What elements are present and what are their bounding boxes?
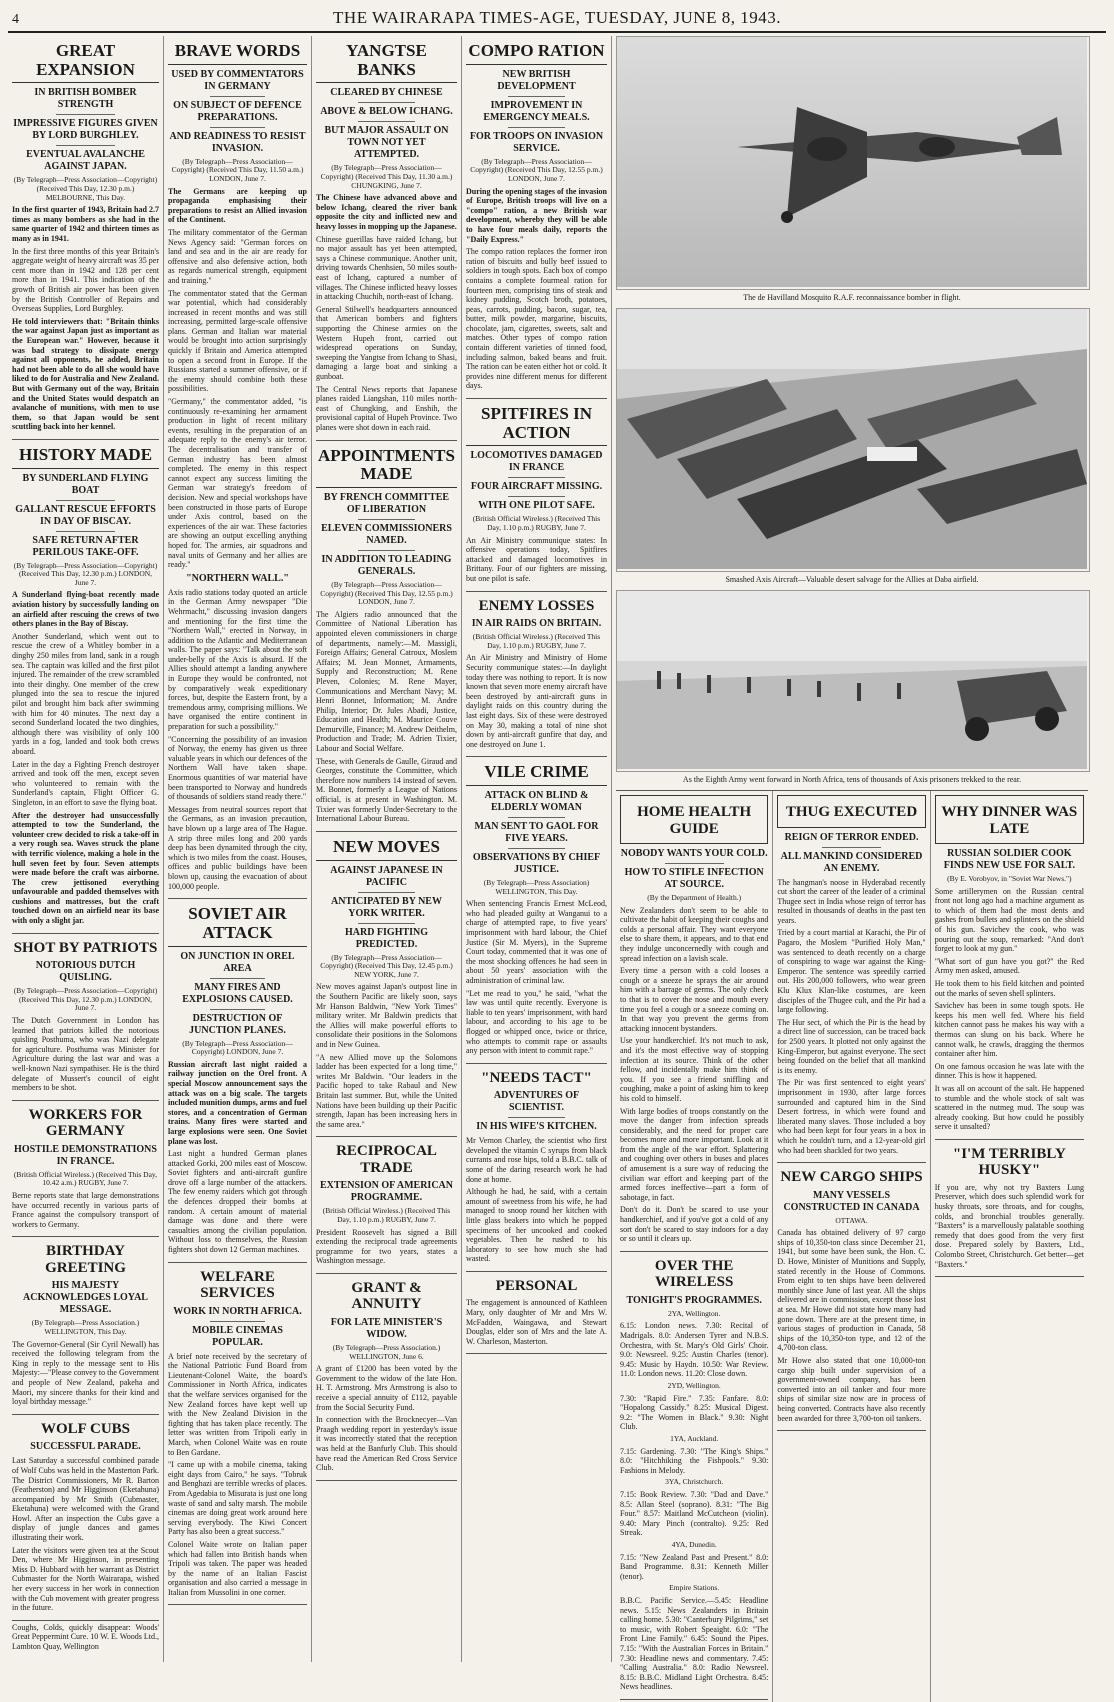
- article-paragraph: A Sunderland flying-boat recently made aviation history by successfully landing on an airfield after rescuing the crews of two others planes in the Bay of Biscay.: [12, 590, 159, 629]
- article-brave-words: [168, 42, 307, 899]
- article-paragraph: Some artillerymen on the Russian central front not long ago had a machine argument as to which of them had the most dents and gashes from bullets and splinters on the shield of his gun. Savichev the cook, who was pouring out the soup, remarked: "And don't forget to look at my gun.": [934, 886, 1085, 954]
- article-paragraph: An Air Ministry and Ministry of Home Security communique states:—In daylight today there was nothing to report. It is now known that seven more enemy aircraft have been destroyed by anti-aircraft guns in daylight raids on this country during the last eight days. Six of these were destroyed on May 30, making a total of nine shot down by anti-aircraft gunfire that day, and one destroyed on June 1.: [466, 653, 607, 749]
- subheadline: ALL MANKIND CONSIDERED AN ENEMY.: [780, 850, 923, 874]
- article-paragraph: The Germans are keeping up propaganda emphasising their preparations to resist an Allied invasion of the Continent.: [168, 186, 307, 225]
- article-paragraph: Another Sunderland, which went out to rescue the crew of a Whitley bomber in a dinghy 250 miles from land, sank in a rough sea. The captain was killed and the first pilot injured. The remainder of the crew scrambled into their dinghy. One member of the crew plunged into the sea to rescue the injured pilot and brought him back after swimming with him for 40 minutes. The next day a second Sunderland located the two dinghies, although there was visibility of only 100 yards in a fog, landed and took both crews aboard.: [12, 631, 159, 756]
- article-paragraph: During the opening stages of the invasion of Europe, British troops will live on a "compo" ration, a new British war development, whereby they will be able to have four meals daily, reports the "Daily Express.": [466, 186, 607, 244]
- sub-column-1: [616, 791, 773, 1702]
- programme-listing: B.B.C. Pacific Service.—5.45: Headline news. 5.15: News Zealanders in Britain calling home. 5.30: "Canterbury Pilgrims," set to music, with Robert Speaight. 6.0: "The Front Line Family." 6.45: Sound the Pipes. 7.15: "With the Australian Forces in Britain." 7.30: Headline news and commentary. 7.45: "Calling Australia." 8.0: Radio Newsreel. 8.15: B.B.C. Midland Light Orchestra. 8.45: News headlines.: [620, 1596, 769, 1692]
- advertisement-baxters: [935, 1146, 1084, 1277]
- article-thug-executed: [777, 795, 925, 1163]
- dateline: (By Telegraph—Press Association.) WELLINGTON, June 6.: [332, 1342, 441, 1361]
- subheadline: NOBODY WANTS YOUR COLD.: [620, 848, 768, 859]
- headline: SOVIET AIR ATTACK: [168, 905, 307, 946]
- headline: GRANT & ANNUITY: [351, 1279, 422, 1313]
- article-personal: [466, 1278, 607, 1354]
- headline: WHY DINNER WAS LATE: [941, 804, 1078, 837]
- article-history-made: [12, 446, 159, 934]
- dateline: (By Telegraph—Press Association—Copyright) (Received This Day, 12.55 p.m.) LONDON, June 7.: [320, 579, 453, 607]
- headline: OVER THE WIRELESS: [654, 1257, 734, 1291]
- article-new-moves: [316, 838, 457, 1137]
- subheadline: HIS MAJESTY ACKNOWLEDGES LOYAL MESSAGE.: [23, 1280, 148, 1316]
- article-paragraph: "What sort of gun have you got?" the Red Army men asked, amused.: [934, 956, 1085, 976]
- dateline: (British Official Wireless.) (Received This Day, 1.10 p.m.) RUGBY, June 7.: [322, 1206, 451, 1224]
- article-paragraph: He took them to his field kitchen and pointed out the marks of seven shell splinters.: [934, 978, 1085, 998]
- photo-axis-aircraft: [616, 308, 1090, 572]
- article-paragraph: In connection with the Brocknecyer—Van Praagh wedding report in yesterday's issue it was incorrectly stated that the reception was held at the Banfurly Club. This should have read the American Red Cross Service Club.: [316, 1415, 457, 1473]
- station-name: 1YA, Auckland.: [670, 1434, 719, 1443]
- article-paragraph: The engagement is announced of Kathleen Mary, only daughter of Mr and Mrs W. McFadden, Waingawa, and Stewart Douglas, elder son of Mrs and the late A. W. Charleson, Masterton.: [466, 1298, 607, 1346]
- article-paragraph: The Hur sect, of which the Pir is the head by a direct line of succession, can be traced back for 2500 years. It plotted not only against the King-Emperor, but against everyone. The sect being founded on the belief that all mankind is its enemy.: [777, 1017, 926, 1075]
- sub-column-2: [773, 791, 930, 1702]
- article-paragraph: Later the visitors were given tea at the Scout Den, where Mr Higginson, in presenting Miss D. Hubbard with her warrant as District Cubmaster for the North Wairarapa, wished her every success in her work in connection with the Cub movement with greater progress in the future.: [12, 1545, 159, 1613]
- article-paragraph: "A new Allied move up the Solomons ladder has been expected for a long time," writes Mr Baldwin. "Our leaders in the Pacific hoped to take Rabaul and New Britain last summer. But, while the United Nations have been building up their Pacific strength, Japan has been increasing hers in the same area.": [316, 1052, 457, 1129]
- headline: "NEEDS TACT": [481, 1069, 592, 1086]
- headline: ENEMY LOSSES: [478, 597, 595, 614]
- prisoners-image: [617, 591, 1087, 769]
- article-paragraph: The Central News reports that Japanese planes raided Liangshan, 110 miles north-east of Chungking, and Enshih, the provisional capital of Hupeh Province. Two planes were shot down in each raid.: [316, 384, 457, 432]
- mosquito-bomber-image: [617, 37, 1087, 287]
- column-5: [612, 36, 1092, 1692]
- column-3: [312, 36, 462, 1662]
- subheadline: NOTORIOUS DUTCH QUISLING.: [35, 960, 136, 984]
- article-paragraph: "I came up with a mobile cinema, taking eight days from Cairo," he says. "Tobruk and Benghazi are terrible wrecks of places. From Agedabia to Misurata is just one long waste of sand and salty marsh. The mobile cinemas are doing great work around here serving everybody. The Kiwi Concert Party has also been a great success.": [168, 1460, 307, 1537]
- subheadline: AGAINST JAPANESE IN PACIFIC: [330, 864, 443, 888]
- column-1: [8, 36, 164, 1662]
- subheadline: IN ADDITION TO LEADING GENERALS.: [321, 553, 452, 577]
- station-name: 2YD, Wellington.: [667, 1381, 721, 1390]
- headline: HOME HEALTH GUIDE: [637, 804, 752, 837]
- article-yangtse-banks: [316, 42, 457, 441]
- article-paragraph: A grant of £1200 has been voted by the Government to the widow of the late Hon. H. T. Armstrong. Mrs Armstrong is also to receive a special annuity of £112, payable from the Social Security Fund.: [316, 1364, 457, 1412]
- article-why-dinner-was-late: [935, 795, 1084, 1140]
- article-wolf-cubs: [12, 1421, 159, 1621]
- dateline: (By Telegraph—Press Association—Copyright) (Received This Day, 11.50 a.m.) LONDON, June 7.: [171, 156, 304, 183]
- subheadline: IMPRESSIVE FIGURES GIVEN BY LORD BURGHLEY.: [13, 118, 158, 142]
- headline: APPOINTMENTS MADE: [316, 447, 457, 488]
- article-paragraph: An Air Ministry communique states: In offensive operations today, Spitfires attacked and damaged locomotives in Brittany. Four of our fighters are missing, but one pilot is safe.: [466, 535, 607, 584]
- article-paragraph: The Chinese have advanced above and below Ichang, cleared the river bank opposite the city and inflicted new and heavy losses in mopping up the Japanese.: [316, 193, 457, 232]
- programme-listing: 7.30: "Rapid Fire." 7.35: Fanfare. 8.0: "Hopalong Cassidy." 8.25: Musical Digest. 9.2: "The Women in Black." 9.30: Night Club.: [620, 1393, 769, 1432]
- headline: SHOT BY PATRIOTS: [13, 939, 158, 956]
- subheadline: GALLANT RESCUE EFFORTS IN DAY OF BISCAY.: [15, 503, 156, 527]
- subheadline: WITH ONE PILOT SAFE.: [478, 500, 595, 512]
- article-paragraph: New Zealanders don't seem to be able to cultivate the habit of keeping their coughs and colds a personal affair. They want everyone else to share them, it appears, and to that end they indulge unconcernedly with cough and spread infection on a lavish scale.: [620, 905, 769, 963]
- article-workers-for-germany: [12, 1107, 159, 1238]
- article-paragraph: Later in the day a Fighting French destroyer arrived and took off the men, except seven who volunteered to remain with the Sunderland's captain, Flight Officer G. Singleton, in an effort to save the flying boat.: [12, 759, 159, 807]
- programme-listing: 7.15: Gardening. 7.30: "The King's Ships." 8.0: "Hitchhiking the Fishpools." 9.30: Fashions in Melody.: [620, 1446, 769, 1475]
- headline: BIRTHDAY GREETING: [45, 1243, 126, 1276]
- article-paragraph: In the first quarter of 1943, Britain had 2.7 times as many bombers as she had in the same quarter of 1942 and thirteen times as many as in 1941.: [12, 205, 159, 244]
- station-name: 4YA, Dunedin.: [671, 1540, 717, 1549]
- article-paragraph: It was all on account of the salt. He happened to stumble and the whole stock of salt was scattered in the nutmeg mud. The soup was already cooking. But how could he possibly serve it unsalted?: [934, 1083, 1085, 1132]
- article-paragraph: Russian aircraft last night raided a railway junction on the Orel front. A special Moscow announcement says the attack was on a big scale. The targets included munition dumps, arms and fuel stores, and a concentration of German trains. Many fires were started and large explosions were seen. One Soviet plane was lost.: [168, 1059, 307, 1146]
- subheadline: EXTENSION OF AMERICAN PROGRAMME.: [320, 1180, 453, 1204]
- subheadline: REIGN OF TERROR ENDED.: [784, 831, 919, 843]
- subheadline: IN HIS WIFE'S KITCHEN.: [476, 1121, 597, 1133]
- dateline: (By Telegraph—Press Association—Copyright) (Received This Day, 12.30 p.m.) MELBOURNE, This Day.: [13, 175, 158, 202]
- station-name: Empire Stations.: [669, 1583, 720, 1593]
- newspaper-title: THE WAIRARAPA TIMES-AGE, TUESDAY, JUNE 8, 1943.: [333, 8, 781, 27]
- subheadline: DESTRUCTION OF JUNCTION PLANES.: [189, 1012, 286, 1036]
- dateline: (British Official Wireless.) (Received This Day, 10.42 a.m.) RUGBY, June 7.: [13, 1169, 158, 1188]
- subheadline: ABOVE & BELOW ICHANG.: [320, 106, 453, 118]
- article-paragraph: Use your handkerchief. It's not much to ask, and it's the most effective way of stopping infection at its source. Think of the other fellow, and incidentally make him think of you. If you see a friend sniffling and coughing, make a point of asking him to keep his cold to himself.: [620, 1036, 769, 1103]
- subheadline: OBSERVATIONS BY CHIEF JUSTICE.: [472, 852, 601, 875]
- subheadline: WORK IN NORTH AFRICA.: [173, 1305, 302, 1317]
- subheadline: TONIGHT'S PROGRAMMES.: [626, 1294, 762, 1306]
- article-welfare-services: [168, 1269, 307, 1606]
- subheadline: ADVENTURES OF SCIENTIST.: [493, 1090, 580, 1114]
- subheadline: SUCCESSFUL PARADE.: [30, 1441, 141, 1453]
- sub-column-3: [931, 791, 1088, 1702]
- dateline: (By Telegraph—Press Association—Copyright) LONDON, June 7.: [182, 1038, 293, 1057]
- headline: GREAT EXPANSION: [12, 42, 159, 83]
- article-paragraph: With large bodies of troops constantly on the move the danger from infection spreads considerably, and the need for proper care becomes more and more important. Look at it from the angle of the war effort. Splattering and coughing over others in buses and places of amusement is a sure way of reducing the civilian war effort and keeping part of the armed forces ineffective—part a form of sabotage, in fact.: [620, 1106, 769, 1202]
- article-paragraph: These, with Generals de Gaulle, Giraud and Georges, constitute the Committee, which therefore now numbers 14 instead of seven. M. Bonnet, formerly a League of Nations official, is at present in Washington. M. Tixier was formerly Under-Secretary to the International Labour Bureau.: [316, 756, 457, 824]
- subheadline: HOSTILE DEMONSTRATIONS IN FRANCE.: [14, 1143, 157, 1167]
- article-paragraph: On one famous occasion he was late with the dinner. This is how it happened.: [934, 1061, 1085, 1081]
- subheadline: EVENTUAL AVALANCHE AGAINST JAPAN.: [26, 149, 145, 173]
- subheadline: FOUR AIRCRAFT MISSING.: [470, 481, 603, 493]
- article-over-the-wireless: [620, 1258, 768, 1700]
- headline: VILE CRIME: [466, 763, 607, 786]
- headline: SPITFIRES IN ACTION: [466, 405, 607, 446]
- article-paragraph: Savichev has been in some tough spots. He keeps his men well fed. Where his field kitchen cannot pass he makes his way with a thermos can slung on his back. Where he cannot walk, he crawls, dragging the thermos container after him.: [934, 1001, 1085, 1059]
- article-vile-crime: [466, 763, 607, 1063]
- programme-listing: 7.15: "New Zealand Past and Present." 8.0: Band Programme. 8.31: Kenneth Miller (tenor).: [620, 1552, 769, 1581]
- article-paragraph: Berne reports state that large demonstrations have occurred recently in various parts of France against the compulsory transport of workers to Germany.: [12, 1191, 159, 1229]
- dateline: (By Telegraph—Press Association.) WELLINGTON, This Day.: [31, 1318, 140, 1337]
- subheadline: NEW BRITISH DEVELOPMENT: [497, 68, 576, 92]
- article-home-health-guide: [620, 795, 768, 1252]
- article-great-expansion: [12, 42, 159, 440]
- headline: WORKERS FOR GERMANY: [28, 1106, 143, 1140]
- subheadline: MANY FIRES AND EXPLOSIONS CAUSED.: [182, 981, 293, 1005]
- station-name: 2YA, Wellington.: [667, 1308, 721, 1318]
- subheadline: CLEARED BY CHINESE: [330, 87, 443, 99]
- article-paragraph: Although he had, he said, with a certain amount of sweetness from his wife, he had managed to snoop round her kitchen with little glass beakers into which he popped specimens of her uncooked and cooked vegetables. Then he rushed to his laboratory to see how much she had wasted.: [466, 1187, 607, 1264]
- page-number: 4: [12, 12, 19, 27]
- programme-listing: 7.15: Book Review. 7.30: "Dad and Dave." 8.5: Allan Steel (soprano). 8.31: "The Big Four." 8.57: Maitland McCutcheon (violin). 9.40: Mary Pinch (contralto). 9.25: Red Streak.: [620, 1490, 769, 1538]
- article-paragraph: Tried by a court martial at Karachi, the Pir of Pagaro, the Moslem "Purified Holy Man," was sentenced to death recently on a charge of conspiring to wage war against the King-Emperor. The sentence was speedily carried out. His 200,000 followers, who wear green Klu Klux Klan-like costumes, are keen disciples of the Thugee cult, and the Pir had a large following.: [777, 928, 926, 1015]
- column-4: [462, 36, 612, 1662]
- headline: YANGTSE BANKS: [316, 42, 457, 83]
- station-name: 3YA, Christchurch.: [665, 1477, 724, 1487]
- headline: PERSONAL: [495, 1277, 578, 1294]
- article-paragraph: Canada has obtained delivery of 97 cargo ships of 10,350-ton class since December 21, 1941, but some have been sunk, the Hon. C. D. Howe, Minister of Munitions and Supply, stated recently in the House of Commons. From eight to ten ships have been delivered monthly since June of last year. All the ships delivered are in commission, except those lost at sea. Mr Howe did not state how many had gone down. There are at the present time, in various stages of production in Canada, 58 ships of the 10,350-ton type, and 12 of the 4,700-ton class.: [777, 1228, 926, 1353]
- article-appointments-made: [316, 447, 457, 832]
- subheadline: RUSSIAN SOLDIER COOK FINDS NEW USE FOR SALT.: [943, 848, 1075, 871]
- headline: COMPO RATION: [466, 42, 607, 65]
- programme-listing: 6.15: London news. 7.30: Recital of Madrigals. 8.0: Andersen Tyrer and N.B.S. Orchestra, with St. Mary's Old Girls' Choir. 9.0: Newsreel. 9.25: Austin Charles (tenor). 9.45: Music by Haydn. 10.50: War Review. 11.0: London news. 11.20: Close down.: [620, 1321, 769, 1379]
- article-birthday-greeting: [12, 1243, 159, 1414]
- dateline: (By Telegraph—Press Association) WELLINGTON, This Day.: [483, 878, 590, 896]
- headline: WOLF CUBS: [40, 1420, 131, 1437]
- article-paragraph: After the destroyer had unsuccessfully attempted to tow the Sunderland, the volunteer crew decided to risk a take-off in a very rough sea. Waves struck the plane with terrific violence, making a hole in the hull seven feet by four. Seven attempts were made before the craft was airborne. The crew jettisoned everything unfavourable and padded themselves with cushions and mattresses, but the craft touched down on an airfield near its base with only a slight jar.: [12, 810, 159, 926]
- headline: HISTORY MADE: [12, 446, 159, 469]
- dateline: (By Telegraph—Press Association—Copyright) (Received This Day, 11.30 a.m.) CHUNGKING, June 7.: [320, 163, 453, 190]
- article-enemy-losses: [466, 598, 607, 758]
- subheadline: ON JUNCTION IN OREL AREA: [180, 950, 295, 974]
- photo-mosquito-bomber: [616, 36, 1090, 290]
- subheadline: MANY VESSELS CONSTRUCTED IN CANADA: [783, 1189, 920, 1213]
- article-paragraph: Last Saturday a successful combined parade of Wolf Cubs was held in the Masterton Park. The District Commissioners, Mr R. Barton (Featherston) and Mr Higginson (Eketahuna) accompanied by Mr Smith (Cubmaster, Eketahuna) were welcomed with the Grand Howl. After an inspection the Cubs gave a display of jungle dances and games illustrating their work.: [12, 1456, 159, 1543]
- subheadline: FOR LATE MINISTER'S WIDOW.: [330, 1316, 443, 1340]
- headline: NEW CARGO SHIPS: [780, 1169, 923, 1186]
- article-paragraph: The commentator stated that the German war potential, which had considerably increased in recent months and was still increasing, permitted large-scale offensive plans. German and Italian war material would be brought into action surprisingly quickly if Britain and America attempted to open a second front in Europe. If the Russians started a summer offensive, or if the enemy should combine both these possibilities.: [168, 288, 307, 394]
- smashed-aircraft-image: [617, 309, 1087, 569]
- subheadline: HARD FIGHTING PREDICTED.: [344, 926, 429, 950]
- article-paragraph: If you are, why not try Baxters Lung Preserver, which does such splendid work for husky throats, sore throats, and for coughs, colds, and bronchial troubles generally. "Baxters" is a marvellously palatable soothing remedy that does good from the very first dose. Prepared solely by Baxters, Ltd., Colombo Street, Christchurch. Get better—get "Baxters.": [934, 1182, 1085, 1269]
- photo-caption: As the Eighth Army went forward in North Africa, tens of thousands of Axis prisoners trekked to the rear.: [682, 775, 1022, 784]
- article-paragraph: The hangman's noose in Hyderabad recently cut short the career of the leader of a criminal Thugee sect in India whose reign of terror has resulted in thousands of deaths in the past ten years.: [777, 877, 926, 925]
- article-paragraph: A brief note received by the secretary of the National Patriotic Fund Board from Lieutenant-Colonel Waite, the board's Commissioner in North Africa, indicates that the welfare services organised for the New Zealand forces have kept well up with the New Zealand Division in the fighting that has taken place recently. The letter was written from Tripoli early in March, when Colonel Waite was en route to Ben Gardane.: [168, 1351, 307, 1457]
- headline: NEW MOVES: [316, 838, 457, 861]
- photo-caption: Smashed Axis Aircraft—Valuable desert salvage for the Allies at Daba airfield.: [725, 575, 979, 584]
- article-grant-annuity: [316, 1280, 457, 1481]
- article-paragraph: The Pir was first sentenced to eight years' imprisonment in 1930, after large forces surrounded and captured him in the Sind Desert fortress, in which were found and liberated many slaves. Those included a boy who had been kept for four years in a box in which he couldn't turn, and a 12-year-old girl who had been shackled for two years.: [777, 1078, 926, 1155]
- article-paragraph: "Let me read to you," he said, "what the law was until quite recently. Everyone is liable to ten years' imprisonment, with hard labour, and according to his age to be flogged or whipped once, twice or thrice, who attempts to commit rape or assaults any person with intent to commit rape.": [466, 988, 607, 1056]
- article-paragraph: Colonel Waite wrote on Italian paper which had fallen into British hands when Tripoli was taken. The paper was headed by the name of an Italian Fascist organisation and also carried a message in Italian from Mussolini in one corner.: [168, 1539, 307, 1597]
- subheadline: "NORTHERN WALL.": [186, 572, 289, 584]
- headline: THUG EXECUTED: [785, 804, 918, 820]
- subheadline: MAN SENT TO GAOL FOR FIVE YEARS.: [474, 821, 599, 844]
- dateline: OTTAWA.: [835, 1215, 868, 1225]
- headline: "I'M TERRIBLY HUSKY": [952, 1145, 1066, 1179]
- headline: BRAVE WORDS: [168, 42, 307, 65]
- article-paragraph: General Stilwell's headquarters announced that American bombers and fighters supporting the Chinese armies on the Western Hupeh front, carried out widespread operations on Sunday, sweeping the Yangtse from Ichang to Shasi, damaging a large boat and sinking a gunboat.: [316, 304, 457, 381]
- subheadline: BUT MAJOR ASSAULT ON TOWN NOT YET ATTEMPTED.: [324, 125, 449, 161]
- article-needs-tact: [466, 1070, 607, 1272]
- article-compo-ration: [466, 42, 607, 399]
- subheadline: IN AIR RAIDS ON BRITAIN.: [471, 618, 602, 630]
- article-paragraph: Mr Howe also stated that one 10,000-ton cargo ship built under supervision of a government-owned company, has been converted into an oil tanker and four more ships of similar size now are in process of being converted. Contracts have also recently been awarded for three 3,700-ton oil tankers.: [777, 1355, 926, 1423]
- subheadline: LOCOMOTIVES DAMAGED IN FRANCE: [470, 450, 603, 474]
- article-paragraph: "Germany," the commentator added, "is continuously re-examining her armament production in light of recent military events, resulting in the preparation of an adequate reply to the enemy's air terror. The decentralisation and transfer of German industry has been almost completed. The enemy in this respect cannot expect any success limiting the German war strategy's freedom of decision. New and special workshops have been constructed in those parts of Europe under Axis control, based on the experiences of the air war. These factories are showing an output excelling anything hoped for. The armies, air squadrons and naval units of Germany and her allies are ready.": [168, 397, 307, 570]
- sub-columns: [616, 790, 1088, 1702]
- subheadline: FOR TROOPS ON INVASION SERVICE.: [469, 130, 604, 154]
- dateline: (British Official Wireless.) (Received This Day, 1.10 p.m.) RUGBY, June 7.: [472, 514, 601, 533]
- photo-caption: The de Havilland Mosquito R.A.F. reconnaissance bomber in flight.: [743, 293, 961, 302]
- article-paragraph: The military commentator of the German News Agency said: "German forces on land and sea and in the air are ready for offensive and also defensive action, both as regards numerical strength, equipment and training.": [168, 227, 307, 285]
- article-paragraph: Don't do it. Don't be scared to use your handkerchief, and if you've got a cold of any sort don't be scared to stay indoors for a day or so until it clears up.: [620, 1205, 769, 1244]
- article-paragraph: He told interviewers that: "Britain thinks the war against Japan just as important as the European war." However, because it was bad strategy to dissipate energy against all opponents, he added, Britain had not been able to do all she would have liked to do for Australia and New Zealand. But with Germany out of the way, Britain and the United States would despatch an avalanche of munitions, with men to use them, so that Japan would be sent scuttling back into her kennel.: [12, 316, 159, 432]
- article-paragraph: In the first three months of this year Britain's aggregate weight of heavy aircraft was 35 per cent more than in 1942 and 128 per cent more than in 1941. This indication of the growth of British air power has been given by the British Controller of Repairs and Overseas Supplies, Lord Burghley.: [12, 246, 159, 314]
- subheadline: HOW TO STIFLE INFECTION AT SOURCE.: [624, 867, 764, 890]
- dateline: (British Official Wireless.) (Received This Day, 1.10 p.m.) RUGBY, June 7.: [472, 632, 601, 650]
- dateline: (By Telegraph—Press Association—Copyright) (Received This Day, 12.30 p.m.) LONDON, June 7.: [13, 986, 158, 1013]
- article-paragraph: The Algiers radio announced that the Committee of National Liberation has appointed eleven commissioners in charge of departments, namely:—M. Massigli, Foreign Affairs; General Catroux, Moslem Affairs; M. Jean Monnet, Armaments, Supply and Reconstruction; M. Rene Pleven, Colonies; M. Rene Mayer, Communications and Merchant Navy; M. Henri Bonnet, Information; M. Andre Philip, Interior; Dr. Jules Abadi, Justice, Education and Health; M. Maurice Couve Demurville, Finance; M. Andrew Deithelm, Production and Trade; M. Adrien Tixier, Labour and Social Welfare.: [316, 609, 457, 754]
- article-new-cargo-ships: [777, 1169, 925, 1431]
- article-paragraph: Chinese guerillas have raided Ichang, but no major assault has yet been attempted, says a Chinese communique. Another unit, driving towards Chenhsien, 50 miles south-east of Ichang, captured a number of villages. The Chinese inflicted heavy losses in attacking Chuchih, north-east of Ichang.: [316, 234, 457, 302]
- dateline: (By the Department of Health.): [647, 893, 742, 902]
- article-paragraph: New moves against Japan's outpost line in the Southern Pacific are likely soon, says Mr Hanson Baldwin, "New York Times" military writer. Mr Baldwin predicts that the Allies will make powerful efforts to consolidate their positions in the Solomons and in New Guinea.: [316, 982, 457, 1049]
- subheadline: BY SUNDERLAND FLYING BOAT: [22, 472, 149, 496]
- article-paragraph: The Dutch Government in London has learned that patriots killed the notorious quisling Posthuma, who was Nazi delegate for agriculture. Posthuma was Minister for Agriculture during the last war and was a well-known Nazi sympathiser. He is the third delegate of Mussert's council of eight members to be shot.: [12, 1016, 159, 1093]
- headline: RECIPROCAL TRADE: [336, 1143, 437, 1176]
- headline: WELFARE SERVICES: [200, 1268, 275, 1302]
- article-paragraph: Mr Vernon Charley, the scientist who first developed the vitamin C syrups from black currants and rose hips, told a B.B.C. talk of some of the daring research work he had done at home.: [466, 1136, 607, 1184]
- dateline: (By Telegraph—Press Association—Copyright) (Received This Day, 12.55 p.m.) LONDON, June 7.: [470, 156, 603, 183]
- dateline: (By Telegraph—Press Association—Copyright) (Received This Day, 12.30 p.m.) LONDON, June 7.: [13, 560, 158, 587]
- subheadline: USED BY COMMENTATORS IN GERMANY: [171, 68, 304, 92]
- subheadline: MOBILE CINEMAS POPULAR.: [192, 1324, 283, 1348]
- article-paragraph: Axis radio stations today quoted an article in the German Army newspaper "Die Wehrmacht," discussing invasion dangers and mentioning for the first time the "Northern Wall," erected in Norway, in addition to the Atlantic and Mediterranean walls. The paper says: "Talk about the soft under-belly of the Axis is absurd. If the Allies should attempt a landing anywhere in Europe they would be confronted, not by comparatively weak expeditionary forces, but, despite the Eastern front, by a tremendous army, comprising millions. We have organised the entire continent in preparation for such a possibility.": [168, 587, 307, 732]
- masthead: [8, 6, 1106, 33]
- article-spitfires-in-action: [466, 405, 607, 592]
- dateline: (By Telegraph—Press Association—Copyright) (Received This Day, 12.45 p.m.) NEW YORK, June 7.: [320, 952, 453, 979]
- subheadline: IMPROVEMENT IN EMERGENCY MEALS.: [483, 99, 590, 123]
- article-paragraph: Every time a person with a cold looses a cough or a sneeze he sprays the air around him with a barrage of germs. The only check to that is to cover the nose and mouth every time you feel a cough or a sneeze coming on. In that way you prevent the germs from attacking innocent bystanders.: [620, 966, 769, 1033]
- article-paragraph: The compo ration replaces the former iron ration of biscuits and bully beef issued to soldiers in tough spots. Each box of compo contains a complete fourmeal ration for fourteen men, comprising tins of steak and kidney pudding, Scotch broth, potatoes, peas, carrots, pudding, bacon, sugar, tea, butter, milk powder, margarine, biscuits, chocolate, jam, cigarettes, sweets, salt and matches. Other types of compo ration contain different varieties of tinned food, including salmon, baked beans and fruit. The ration can be eaten either hot or cold. It provides nine different menus for different days.: [466, 247, 607, 391]
- subheadline: ELEVEN COMMISSIONERS NAMED.: [321, 522, 452, 546]
- subheadline: ON SUBJECT OF DEFENCE PREPARATIONS.: [173, 99, 302, 123]
- article-shot-by-patriots: [12, 940, 159, 1101]
- article-paragraph: "Concerning the possibility of an invasion of Norway, the enemy has given us three valuable years in which our defences of the Northern Wall have taken shape. Enormous quantities of war material have been transported to Norway and hundreds of thousands of soldiers stand ready there.": [168, 734, 307, 802]
- article-paragraph: When sentencing Francis Ernest McLeod, who had pleaded guilty at Wanganui to a charge of attempted rape, to five years' imprisonment with hard labour, the Chief Justice (Sir M. Myers), in the Supreme Court today, commented that it was one of the most shocking offences he had seen in about 50 years' association with the administration of criminal law.: [466, 899, 607, 985]
- subheadline: IN BRITISH BOMBER STRENGTH: [34, 87, 137, 111]
- subheadline: BY FRENCH COMMITTEE OF LIBERATION: [323, 491, 450, 515]
- article-reciprocal-trade: [316, 1143, 457, 1274]
- photo-axis-prisoners: [616, 590, 1090, 772]
- article-paragraph: Messages from neutral sources report that the Germans, as an invasion precaution, have blown up a large area of The Hague. A strip three miles long and 200 yards deep has been dynamited through the city, which is two miles from the coast. Houses, offices and public buildings have been blown up, causing the evacuation of about 100,000 people.: [168, 804, 307, 891]
- byline: (By E. Vorobyov, in "Soviet War News."): [947, 874, 1072, 883]
- subheadline: ATTACK ON BLIND & ELDERLY WOMAN: [484, 790, 589, 813]
- article-paragraph: The Governor-General (Sir Cyril Newall) has received the following telegram from the King in reply to the message sent to His Majesty:—"Please convey to the Government and people of New Zealand, pakeha and Maori, my sincere thanks for their kind and loyal birthday message.": [12, 1339, 159, 1407]
- article-paragraph: President Roosevelt has signed a Bill extending the reciprocal trade agreements programme for two years, states a Washington message.: [316, 1227, 457, 1266]
- subheadline: ANTICIPATED BY NEW YORK WRITER.: [331, 895, 442, 919]
- column-2: [164, 36, 312, 1662]
- article-soviet-air-attack: [168, 905, 307, 1263]
- article-paragraph: Last night a hundred German planes attacked Gorki, 200 miles east of Moscow. Soviet fighters and anti-aircraft gunfire drove off a large number of the attackers. The few enemy raiders which got through the defences dropped their bombs at random. A certain amount of material damage was done and there were casualties among the civilian population. Without loss to themselves, the Russian fighters shot down 12 German machines.: [168, 1149, 307, 1255]
- subheadline: AND READINESS TO RESIST INVASION.: [169, 130, 306, 154]
- subheadline: SAFE RETURN AFTER PERILOUS TAKE-OFF.: [32, 534, 139, 558]
- advertisement: Coughs, Colds, quickly disappear: Woods' Great Peppermint Cure. 10 W. E. Woods Ltd., Lambton Quay, Wellington: [12, 1622, 159, 1651]
